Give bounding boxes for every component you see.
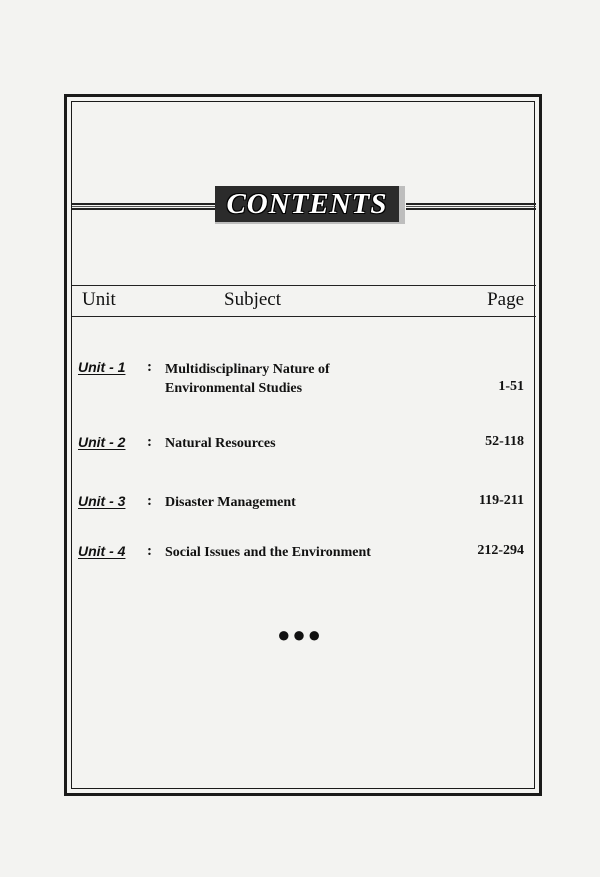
page-range: 212-294: [477, 543, 524, 558]
end-ornament: ●●●: [277, 622, 323, 647]
page-range: 52-118: [485, 434, 524, 449]
header-rule-top: [72, 285, 536, 286]
page-title: CONTENTS: [226, 187, 388, 220]
unit-label: Unit - 4: [78, 543, 126, 559]
title-rule-left: [72, 203, 215, 210]
contents-title-box: [215, 186, 405, 224]
subject-line: Environmental Studies: [165, 381, 303, 396]
column-header-subject: Subject: [224, 289, 281, 310]
separator: :: [147, 359, 152, 375]
subject-line: Multidisciplinary Nature of: [165, 362, 330, 377]
separator: :: [147, 434, 152, 450]
title-rule-right: [406, 203, 536, 210]
subject-text: Social Issues and the Environment: [165, 545, 371, 560]
separator: :: [147, 543, 152, 559]
page-range: 1-51: [498, 379, 524, 394]
separator: :: [147, 493, 152, 509]
column-header-unit: Unit: [82, 289, 116, 310]
subject-text: Natural Resources: [165, 436, 276, 451]
unit-label: Unit - 2: [78, 434, 126, 450]
subject-text: [165, 360, 330, 398]
unit-label: Unit - 3: [78, 493, 126, 509]
column-header-page: Page: [487, 289, 524, 310]
page-range: 119-211: [478, 493, 524, 508]
unit-label: Unit - 1: [78, 359, 126, 375]
subject-text: Disaster Management: [165, 495, 296, 510]
header-rule-bottom: [72, 316, 536, 317]
